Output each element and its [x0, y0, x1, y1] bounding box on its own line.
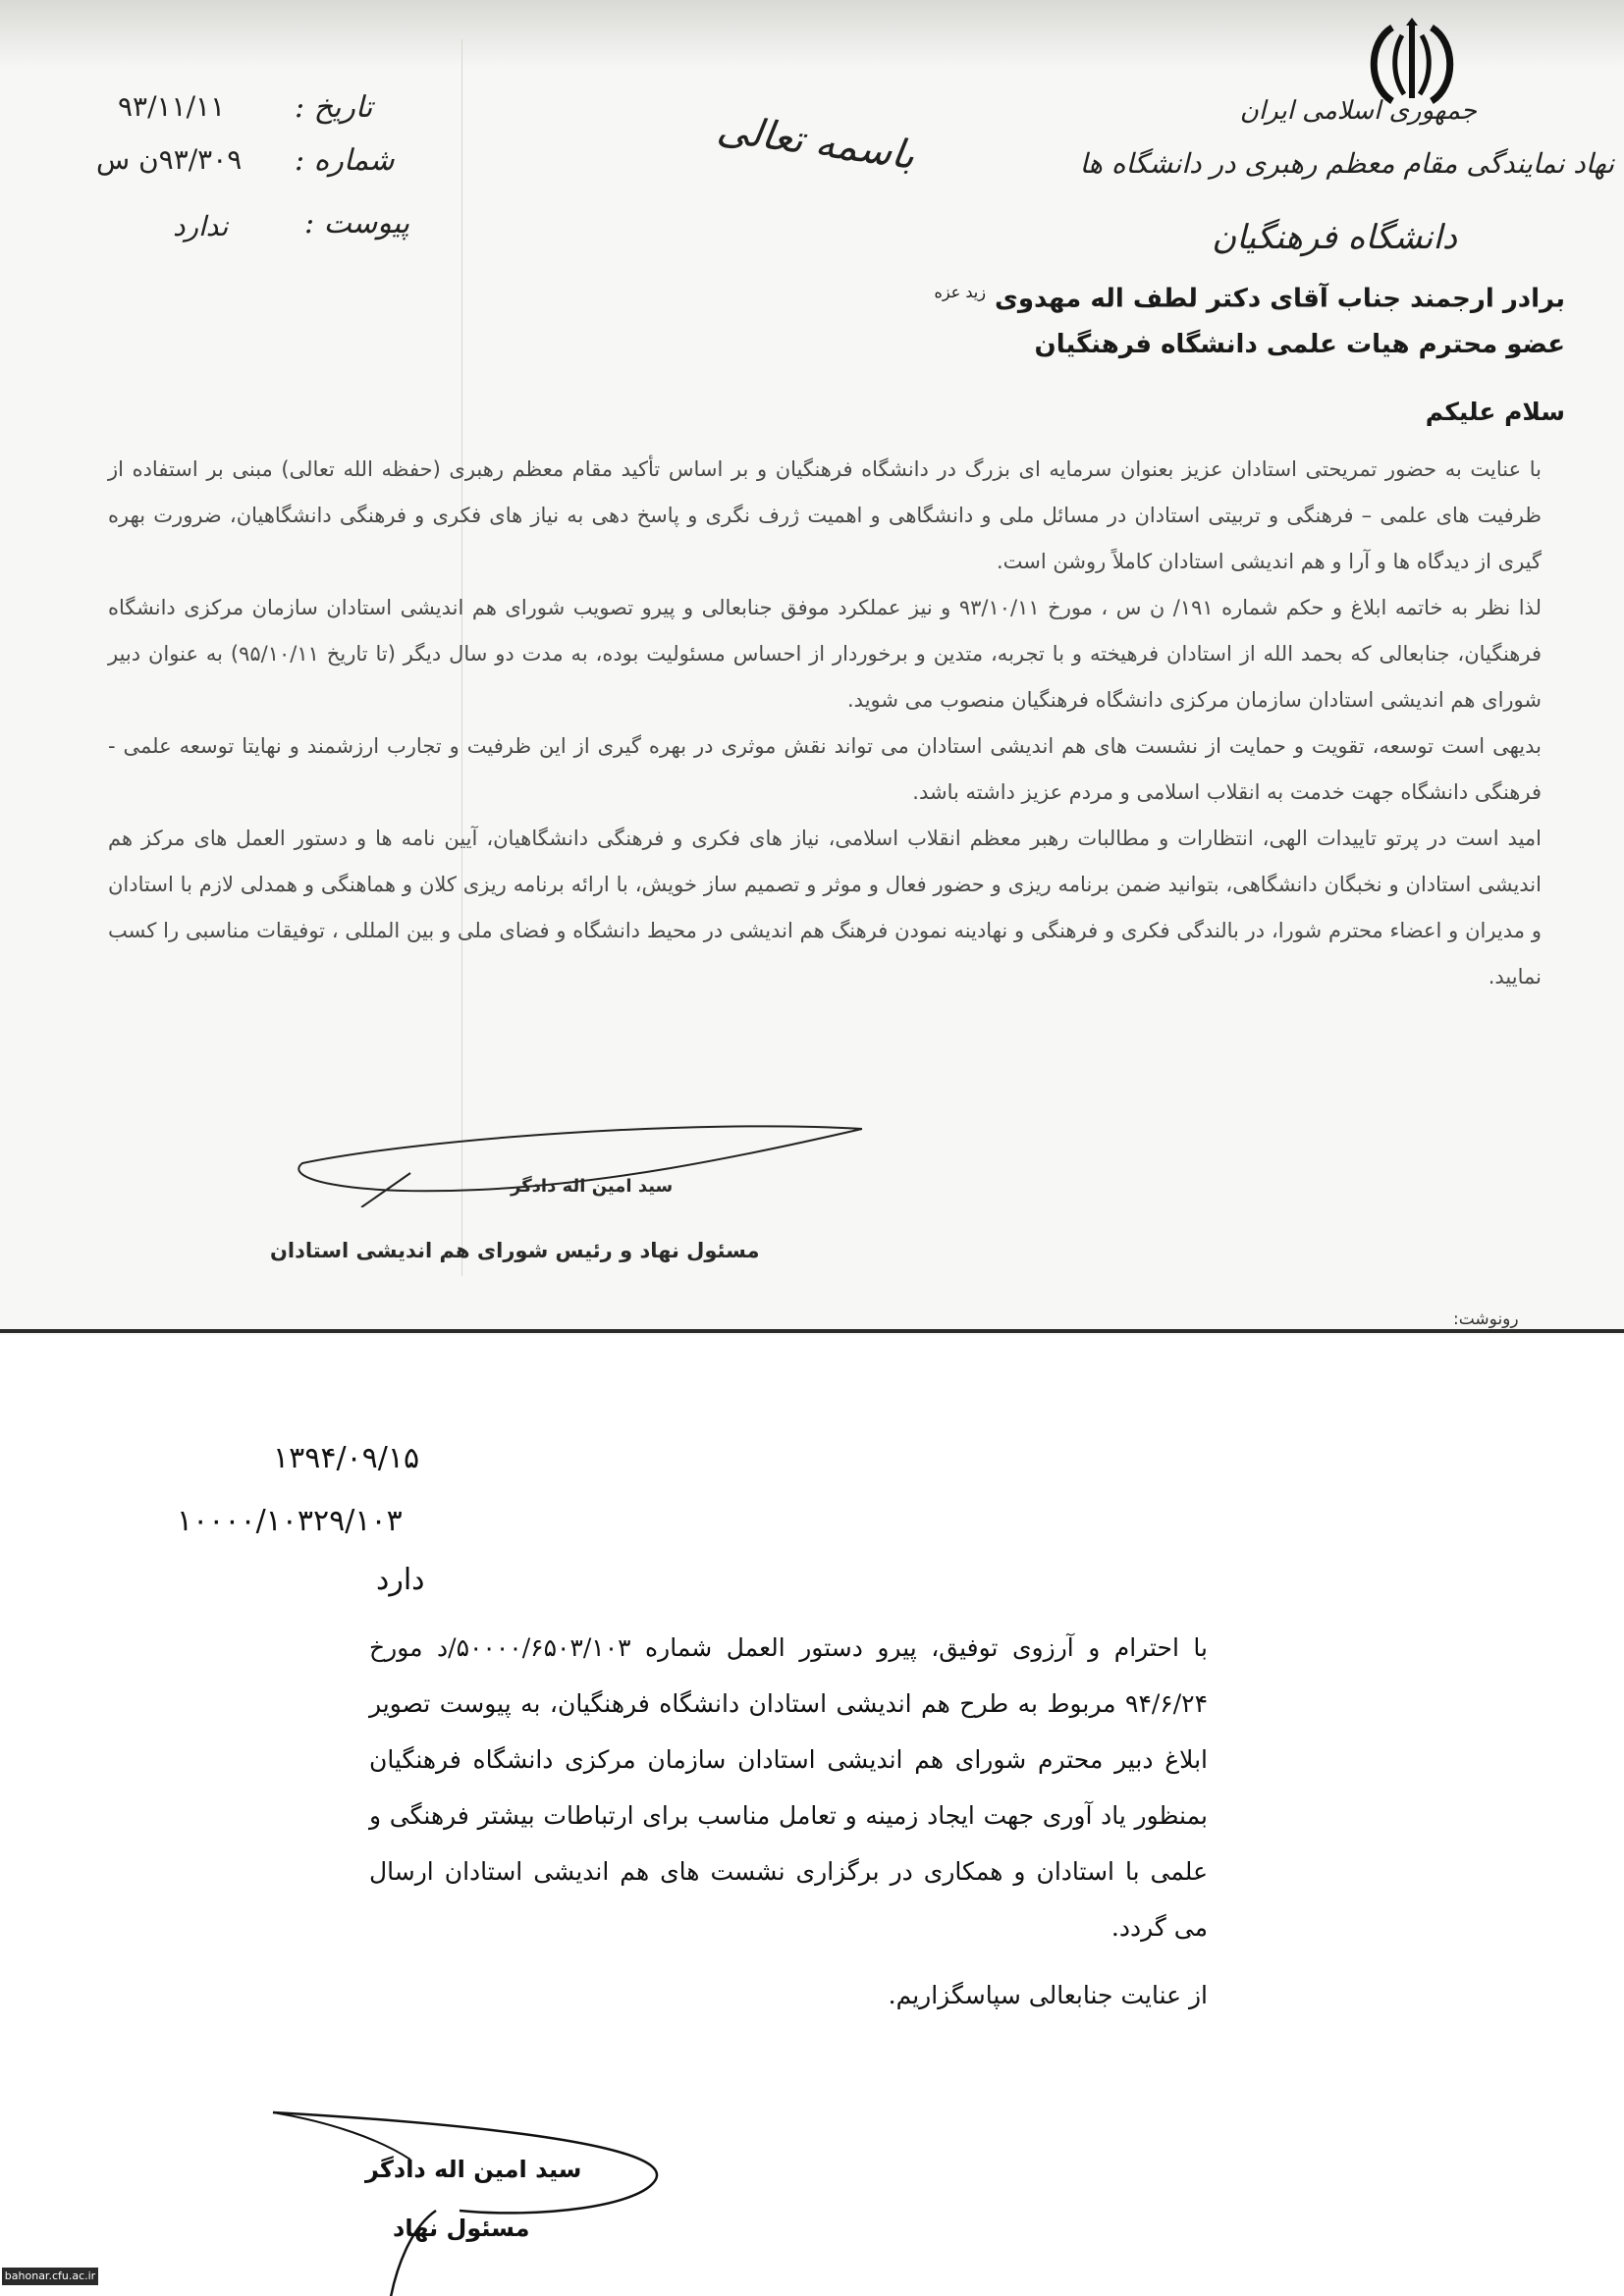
date-label: تاریخ : — [295, 90, 373, 125]
header-line-country: جمهوری اسلامی ایران — [1239, 96, 1477, 126]
signature-1-name: سید امین اله دادگر — [511, 1176, 674, 1197]
attachment-label: پیوست : — [304, 206, 410, 240]
recipient-name: برادر ارجمند جناب آقای دکتر لطف اله مهدوی — [995, 284, 1565, 314]
letter-2-paragraph: با احترام و آرزوی توفیق، پیرو دستور العمل شماره ۵۰۰۰۰/۶۵۰۳/۱۰۳/د مورخ ۹۴/۶/۲۴ مربوط به طرح هم اندیشی استادان دانشگاه فرهنگیان، به پیوست تصویر ابلاغ دبیر محترم شورای هم اندیشی استادان سازمان مرکزی دانشگاه فرهنگیان بمنظور یاد آوری جهت ایجاد زمینه و تعامل مناسب برای ارتباطات بیشتر فرهنگی و علمی با استادان و همکاری در برگزاری نشست های هم اندیشی استادان ارسال می گردد. — [369, 1633, 1208, 1942]
letter-2-attachment: دارد — [376, 1563, 425, 1597]
bismillah: باسمه تعالی — [714, 106, 918, 179]
recipient-honorific: زید عزه — [934, 283, 986, 301]
header-line-organization: نهاد نمایندگی مقام معظم رهبری در دانشگاه ها — [1079, 147, 1614, 180]
signature-2-title: مسئول نهاد — [393, 2215, 530, 2242]
paragraph-3: بدیهی است توسعه، تقویت و حمایت از نشست های هم اندیشی استادان می تواند نقش موثری در بهره گیری از این ظرفیت و تجارب ارزشمند و نهایتا توسعه علمی - فرهنگی دانشگاه جهت خدمت به انقلاب اسلامی و مردم عزیز داشته باشد. — [108, 734, 1542, 804]
signature-1-title: مسئول نهاد و رئیس شورای هم اندیشی استادان — [270, 1239, 760, 1262]
signature-2-name: سید امین اله دادگر — [365, 2156, 582, 2183]
number-label: شماره : — [295, 143, 395, 178]
recipient-line-1 — [935, 283, 1565, 314]
date-value: ۹۳/۱۱/۱۱ — [118, 90, 226, 123]
letter-2-number: ۱۰۰۰۰/۱۰۳۲۹/۱۰۳ — [177, 1504, 403, 1538]
scan-edge-divider — [0, 1329, 1624, 1333]
signature-2-stroke — [263, 2101, 676, 2296]
recipient-line-2: عضو محترم هیات علمی دانشگاه فرهنگیان — [1034, 330, 1565, 359]
greeting: سلام علیکم — [1425, 398, 1565, 426]
letter-2-body — [369, 1620, 1208, 1955]
cc-label: رونوشت: — [1453, 1309, 1519, 1329]
paragraph-4: امید است در پرتو تاییدات الهی، انتظارات و مطالبات رهبر معظم انقلاب اسلامی، نیاز های فکری و فرهنگی دانشگاهیان، آیین نامه ها و دستور العمل های مرکز هم اندیشی استادان و نخبگان دانشگاهی، بتوانید ضمن برنامه ریزی و حضور فعال و موثر و تصمیم ساز خویش، با ارائه برنامه ریزی کلان و هماهنگی و همدلی لازم با استادان و مدیران و اعضاء محترم شورا، در بالندگی فکری و فرهنگی و نهادینه نمودن فرهنگ هم اندیشی در محیط دانشگاه و فضای ملی و بین المللی ، توفیقات مناسبی را کسب نمایید. — [108, 827, 1542, 988]
paragraph-1: با عنایت به حضور تمریحتی استادان عزیز بعنوان سرمایه ای بزرگ در دانشگاه فرهنگیان و بر اساس تأکید مقام معظم رهبری (حفظه الله تعالی) مبنی بر استفاده از ظرفیت های علمی – فرهنگی و تربیتی استادان در مسائل ملی و دانشگاهی و اهمیت ژرف نگری و پاسخ دهی به نیاز های فکری و فرهنگی دانشگاهیان، ضرورت بهره گیری از دیدگاه ها و آرا و هم اندیشی استادان کاملاً روشن است. — [108, 457, 1542, 573]
header-line-university: دانشگاه فرهنگیان — [1212, 218, 1457, 257]
letter-1-body — [108, 447, 1542, 1000]
letter-2-closing: از عنایت جنابعالی سپاسگزاریم. — [888, 1981, 1208, 2009]
number-value: ۹۳/۳۰۹ن س — [96, 143, 243, 176]
paragraph-2: لذا نظر به خاتمه ابلاغ و حکم شماره ۱۹۱/ ن س ، مورخ ۹۳/۱۰/۱۱ و نیز عملکرد موفق جنابعالی و پیرو تصویب شورای هم اندیشی استادان سازمان مرکزی دانشگاه فرهنگیان، جنابعالی که بحمد الله از استادان فرهیخته و با تجربه، متدین و برخوردار از احساس مسئولیت بوده، به مدت دو سال دیگر (تا تاریخ ۹۵/۱۰/۱۱) به عنوان دبیر شورای هم اندیشی استادان سازمان مرکزی دانشگاه فرهنگیان منصوب می شوید. — [108, 596, 1542, 712]
letter-2-date: ۱۳۹۴/۰۹/۱۵ — [273, 1441, 420, 1475]
website-watermark: bahonar.cfu.ac.ir — [2, 2268, 98, 2285]
attachment-value: ندارد — [173, 210, 229, 242]
